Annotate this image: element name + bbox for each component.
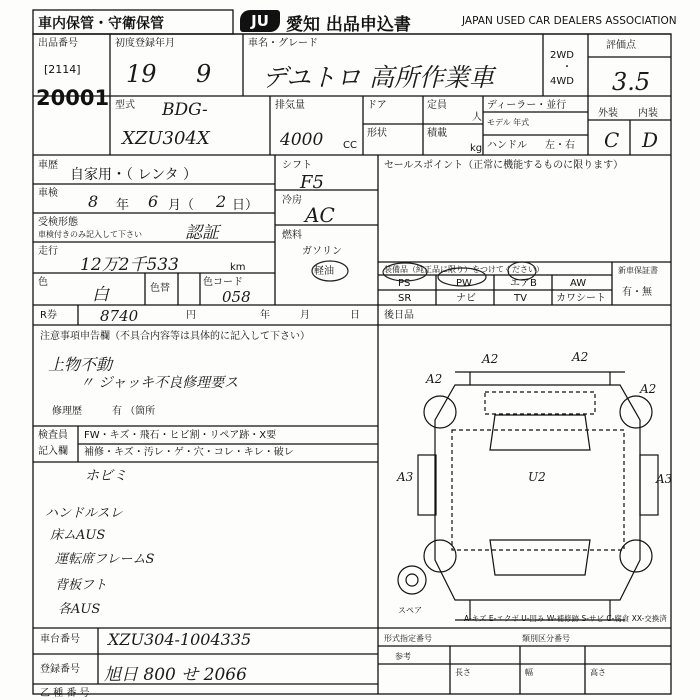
history-value: 自家用・（ レンタ ） — [70, 167, 197, 183]
model-label: 型式 — [115, 100, 135, 111]
aircon-label: 冷房 — [282, 195, 302, 206]
color-code-value: 058 — [222, 288, 251, 306]
chassis-label: 車台番号 — [40, 634, 80, 645]
new-warranty-options: 有・無 — [622, 287, 652, 298]
lot-sub-number: [2114] — [44, 63, 81, 76]
new-warranty-label: 新車保証書 — [618, 266, 658, 275]
dealer-label: ディーラー・並行 — [487, 100, 567, 111]
sales-point-label: セールスポイント（正常に機能するものに限ります） — [384, 160, 624, 171]
interior-score: D — [642, 128, 659, 152]
notes-line-1: 上物不動 — [48, 355, 113, 374]
capacity-label: 定員 — [427, 100, 447, 111]
width-label: 幅 — [525, 668, 533, 677]
type-designation-label: 形式指定番号 — [384, 634, 432, 643]
footer-label: 乙 種 番 号 — [40, 688, 90, 699]
drive-2wd: 2WD — [550, 50, 574, 61]
handle-label: ハンドル — [487, 140, 527, 151]
displacement-unit: CC — [343, 140, 357, 151]
load-unit: kg — [470, 143, 483, 154]
aircon-value: AC — [305, 203, 335, 227]
equip-airbag: エアB — [510, 278, 537, 289]
shift-label: シフト — [282, 160, 312, 171]
plate-label: 登録番号 — [40, 664, 80, 675]
notes-line-2: 〃 ジャッキ不良修理要ス — [80, 375, 239, 391]
height-label: 高さ — [590, 668, 606, 677]
equip-tv: TV — [514, 293, 527, 304]
accept-note: 車検付きのみ記入して下さい — [38, 230, 142, 239]
score-label: 評価点 — [606, 40, 636, 51]
lot-label: 出品番号 — [38, 38, 78, 49]
score-value: 3.5 — [612, 68, 651, 96]
recycle-unit: 円 — [186, 310, 196, 321]
load-label: 積載 — [427, 128, 447, 139]
damage-mark: A3 — [656, 472, 673, 486]
repair-label: 修理歴 — [52, 406, 82, 417]
length-label: 長さ — [455, 668, 471, 677]
notes-label: 注意事項申告欄（不具合内容等は具体的に記入して下さい） — [40, 331, 310, 342]
shift-value: F5 — [300, 172, 324, 193]
model-value-1: BDG- — [162, 100, 208, 120]
fuel-gasoline: ガソリン — [302, 246, 342, 257]
color-label: 色 — [38, 277, 48, 288]
handle-options: 左・右 — [545, 140, 575, 151]
displacement-value: 4000 — [280, 130, 324, 150]
form-title: 愛知 出品申込書 — [286, 15, 411, 35]
capacity-unit: 人 — [472, 112, 482, 123]
after-items-label: 後日品 — [384, 310, 414, 321]
exterior-score: C — [604, 128, 620, 152]
inspection-day: 2 — [216, 192, 227, 211]
inspector-note-1: ホビミ — [85, 468, 127, 484]
inspector-entry-label: 記入欄 — [38, 446, 68, 457]
damage-mark: A2 — [482, 352, 499, 366]
inspector-note-4: 運転席フレームS — [55, 552, 155, 567]
inspector-note-5: 背板フト — [55, 578, 108, 593]
equip-aw: AW — [570, 278, 587, 289]
first-reg-label: 初度登録年月 — [115, 38, 175, 49]
damage-legend: A-キズ E-エクボ U-凹み W-補修跡 S-サビ C-腐食 XX-交換済 — [464, 614, 667, 623]
equip-navi: ナビ — [456, 293, 476, 304]
inspector-note-6: 各AUS — [58, 602, 101, 617]
spare-label: スペア — [398, 606, 422, 615]
damage-mark: A3 — [397, 470, 414, 484]
car-name-value: デユトロ 高所作業車 — [262, 63, 494, 92]
mileage-value: 12万2千533 — [80, 255, 179, 275]
fuel-diesel: 軽油 — [314, 266, 334, 277]
reference-label: 参考 — [395, 652, 411, 661]
equip-ps: PS — [398, 278, 411, 289]
vehicle-damage-diagram — [398, 372, 658, 620]
inspector-note-3: 床ムAUS — [50, 528, 106, 543]
damage-mark: A2 — [572, 350, 589, 364]
accept-value: 認証 — [185, 223, 219, 243]
inspection-year: 8 — [88, 192, 99, 211]
color-value: 白 — [92, 285, 109, 305]
damage-mark: U2 — [528, 470, 546, 484]
mileage-unit: km — [230, 262, 246, 273]
drive-dot: ・ — [562, 62, 572, 73]
displacement-label: 排気量 — [275, 100, 305, 111]
recycle-day: 日 — [350, 310, 360, 321]
recycle-month: 月 — [300, 310, 310, 321]
equip-pw: PW — [456, 278, 472, 289]
first-reg-month: 9 — [196, 60, 212, 88]
ju-logo: JU — [240, 10, 280, 32]
history-label: 車歴 — [38, 160, 58, 171]
inspection-year-unit: 年 — [116, 198, 130, 213]
form-subtitle: JAPAN USED CAR DEALERS ASSOCIATION — [462, 15, 677, 27]
lot-number: 20001 — [36, 86, 110, 110]
car-name-label: 車名・グレード — [248, 38, 318, 49]
inspector-row-1: FW・キズ・飛石・ヒビ割・リペア跡・X要 — [84, 430, 277, 441]
fuel-label: 燃料 — [282, 230, 302, 241]
inspection-label: 車検 — [38, 188, 58, 199]
exterior-label: 外装 — [598, 108, 618, 119]
inspection-day-unit: 日） — [232, 198, 259, 213]
interior-label: 内装 — [638, 108, 658, 119]
model-value-2: XZU304X — [122, 128, 210, 149]
damage-mark: A2 — [426, 372, 443, 386]
color-code-label: 色コード — [203, 277, 243, 288]
first-reg-year: 19 — [126, 60, 157, 88]
equip-seat: カワシート — [556, 293, 606, 304]
door-label: ドア — [367, 100, 387, 111]
color-change-label: 色替 — [150, 283, 170, 294]
inspector-label: 検査員 — [38, 430, 68, 441]
accept-label: 受検形態 — [38, 217, 78, 228]
inspector-note-2: ハンドルスレ — [45, 506, 123, 521]
model-year-label: モデル 年式 — [487, 118, 530, 127]
repair-value: 有 （箇所 — [112, 406, 156, 417]
inspection-month: 6 — [148, 192, 159, 211]
mileage-label: 走行 — [38, 246, 58, 257]
class-number-label: 類別区分番号 — [522, 634, 570, 643]
inspection-month-unit: 月（ — [168, 198, 195, 213]
drive-4wd: 4WD — [550, 76, 574, 87]
shape-label: 形状 — [367, 128, 387, 139]
recycle-value: 8740 — [100, 307, 139, 325]
recycle-label: R券 — [40, 310, 57, 321]
plate-value: 旭日 800 せ 2066 — [104, 665, 247, 685]
damage-mark: A2 — [640, 382, 657, 396]
equip-sr: SR — [398, 293, 412, 304]
equipment-label: 装備品（純正品に限り）をつけてください） — [384, 265, 544, 274]
inspector-row-2: 補修・キズ・汚レ・ゲ・穴・コレ・キレ・破レ — [84, 447, 294, 458]
storage-tag: 車内保管・守衛保管 — [38, 16, 164, 32]
chassis-value: XZU304-1004335 — [108, 630, 252, 649]
recycle-year: 年 — [260, 310, 270, 321]
